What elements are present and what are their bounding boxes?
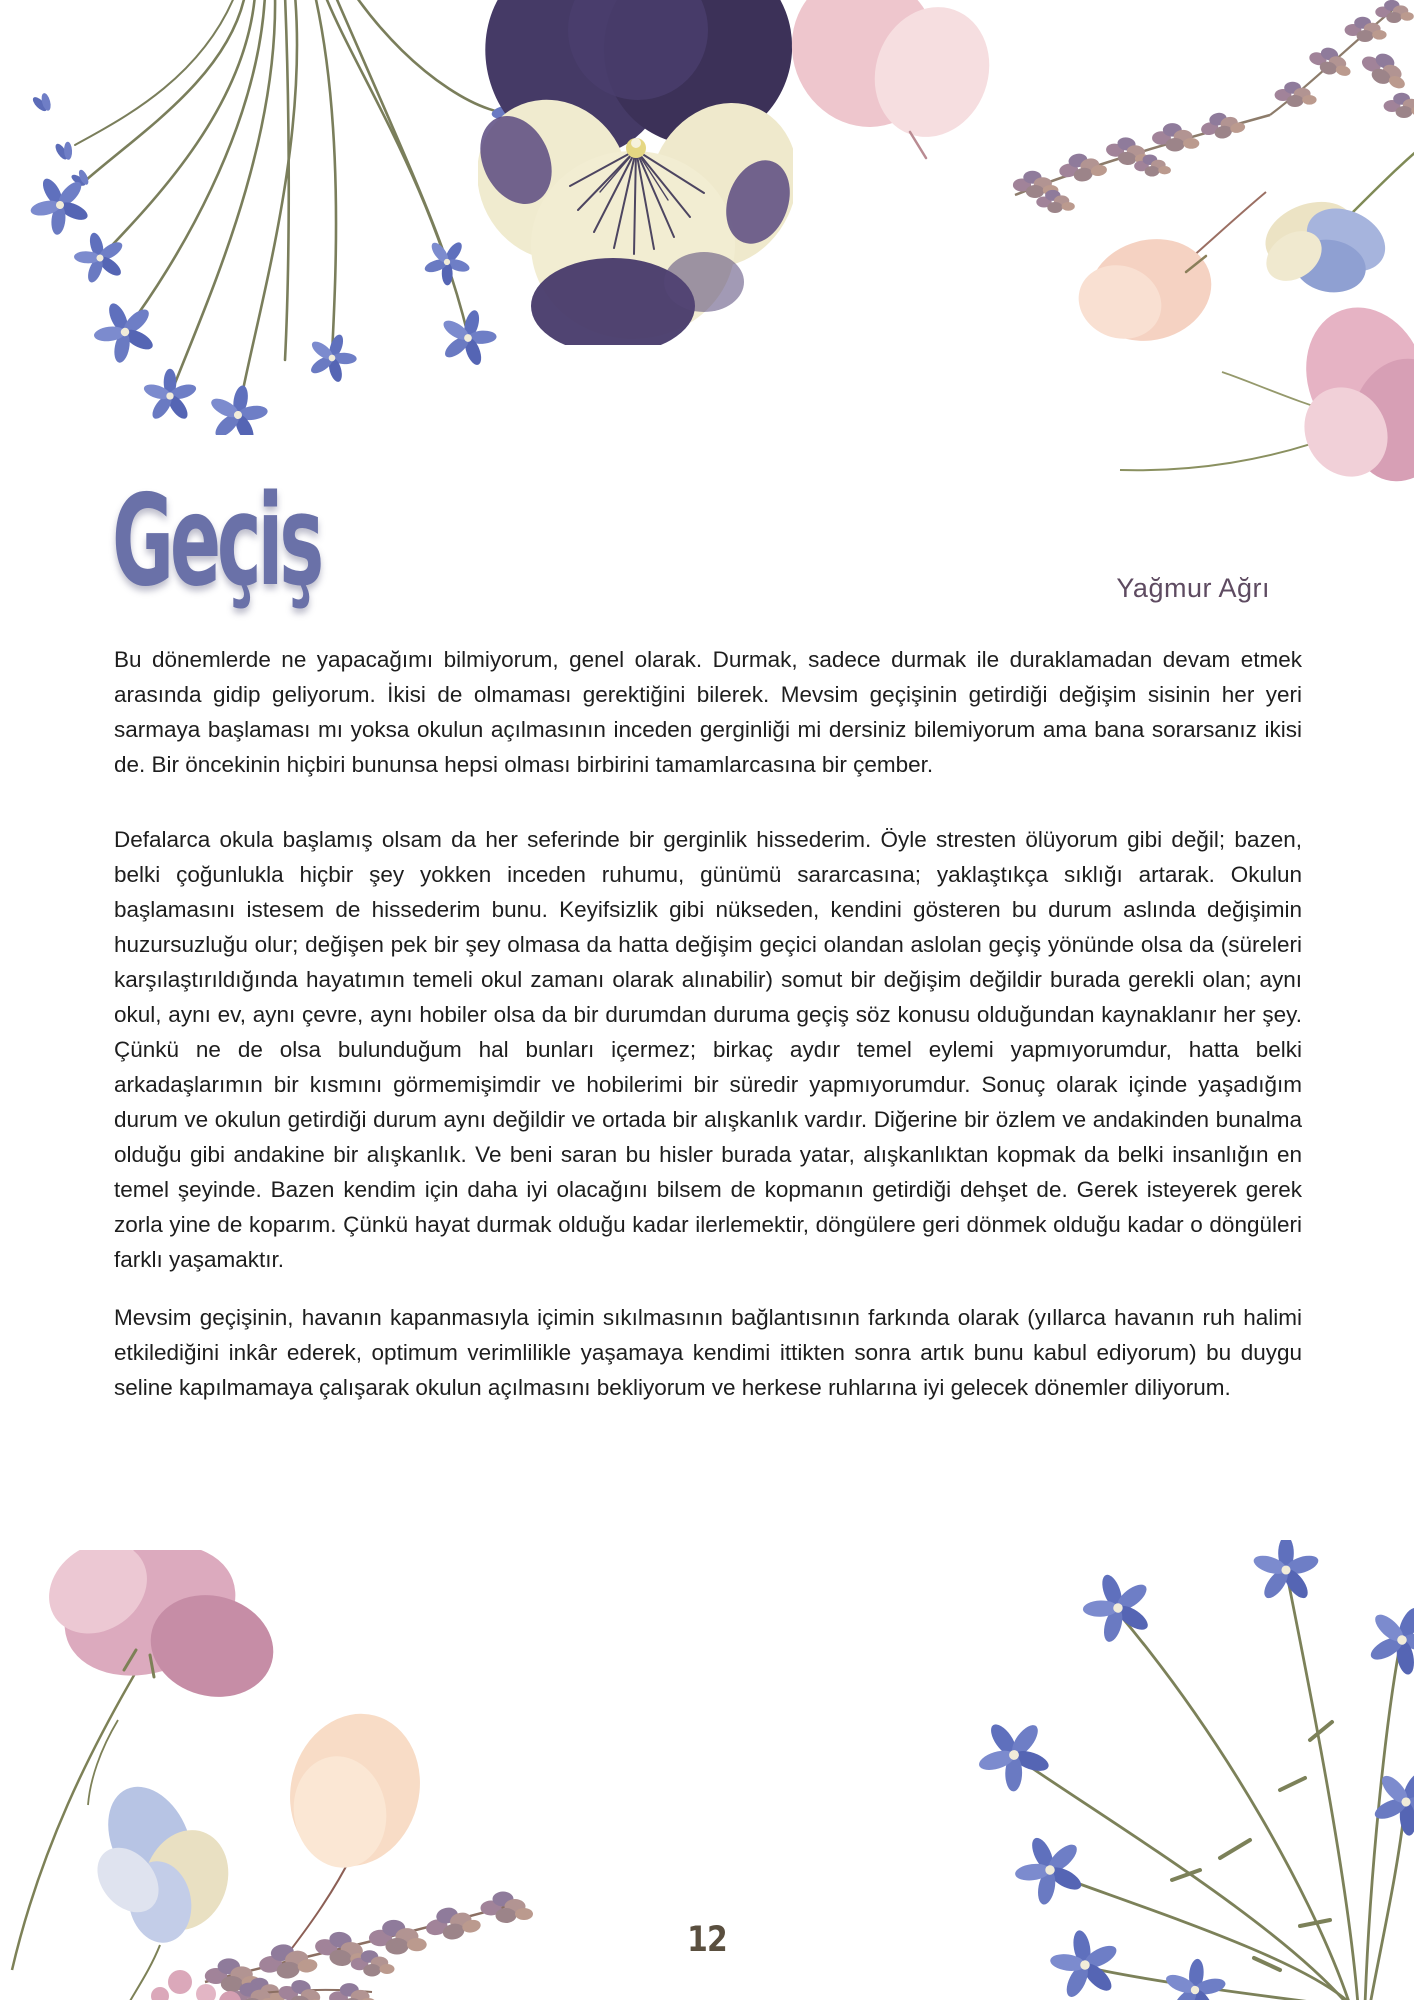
paragraph-3: Mevsim geçişinin, havanın kapanmasıyla içimin sıkılmasının bağlantısının farkında olarak (yıllarca havanın ruh halimi etkilediğini inkâr ederek, optimum verimlilikle yaşamaya kendimi ittikten sonra artık bunu kabul ediyorum) bu duygu seline kapılmamaya çalışarak okulun açılmasını bekliyorum ve herkese ruhlarına iyi gelecek dönemler diliyorum. [114, 1305, 1302, 1400]
article-body [114, 642, 1302, 1405]
article-author: Yağmur Ağrı [1116, 573, 1270, 603]
pressed-flower-lobelia-top-left-icon [0, 0, 560, 435]
paragraph-2: Defalarca okula başlamış olsam da her seferinde bir gerginlik hissederim. Öyle stresten ölüyorum gibi değil; bazen, belki çoğunlukla hiçbir şey yokken inceden ruhumu, günümü sararcasına; yaklaştıkça sıklığı artarak. Okulun başlamasını istesem de hissederim bunu. Keyifsizlik gibi nükseden, kendini gösteren bu durum aslında değişimin huzursuzluğu olur; değişen pek bir şey olmasa da hatta değişim geçici olandan aslolan geçiş yönünde olsa da (süreleri karşılaştırıldığında hayatımın temeli okul zamanı olarak alınabilir) somut bir değişim değildir burada gerekli olan; aynı okul, aynı ev, aynı çevre, aynı hobiler olsa da bir durumdan duruma geçiş söz konusu olduğundan kaynaklanır her şey. Çünkü ne de olsa bulunduğum hal bunları içermez; birkaç aydır temel eylemi yapmıyorumdur, hatta belki arkadaşlarımın bir kısmını görmemişimdir ve hobilerimi bir süredir yapmıyorumdur. Sonuç olarak içinde yaşadığım durum ve okulun getirdiği durum aynı değildir ve ortada bir alışkanlık vardır. Diğerine bir özlem ve andakinden bunalma olduğu gibi andakine bir alışkanlık. Ve beni saran bu hisler burada yatar, alışkanlıktan kopmak da belki insanlığın en temel şeyinde. Bazen kendim için daha iyi olacağını bilsem de kopmanın getirdiği dehşet de. Gerek isteyerek gerek zorla yine de koparım. Çünkü hayat durmak olduğu kadar ilerlemektir, döngülere geri dönmek olduğu kadar o döngüleri farklı yaşamaktır. [114, 827, 1302, 1272]
article-title: Geçiş [112, 467, 321, 614]
pressed-flower-cluster-top-right-icon [790, 0, 1414, 500]
page-number: 12 [687, 1920, 727, 1960]
paragraph-1: Bu dönemlerde ne yapacağımı bilmiyorum, genel olarak. Durmak, sadece durmak ile duraklamadan devam etmek arasında gidip geliyorum. İkisi de olmaması gerektiğini bilerek. Mevsim geçişinin getirdiği değişim sisinin her yeri sarmaya başlaması mı yoksa okulun açılmasının inceden gerginliği mi dersiniz bilemiyorum ama bana sorarsanız ikisi de. Bir öncekinin hiçbiri bununsa hepsi olması birbirini tamamlarcasına bir çember. [114, 647, 1302, 777]
pressed-flower-pansy-top-center-icon [478, 0, 793, 345]
